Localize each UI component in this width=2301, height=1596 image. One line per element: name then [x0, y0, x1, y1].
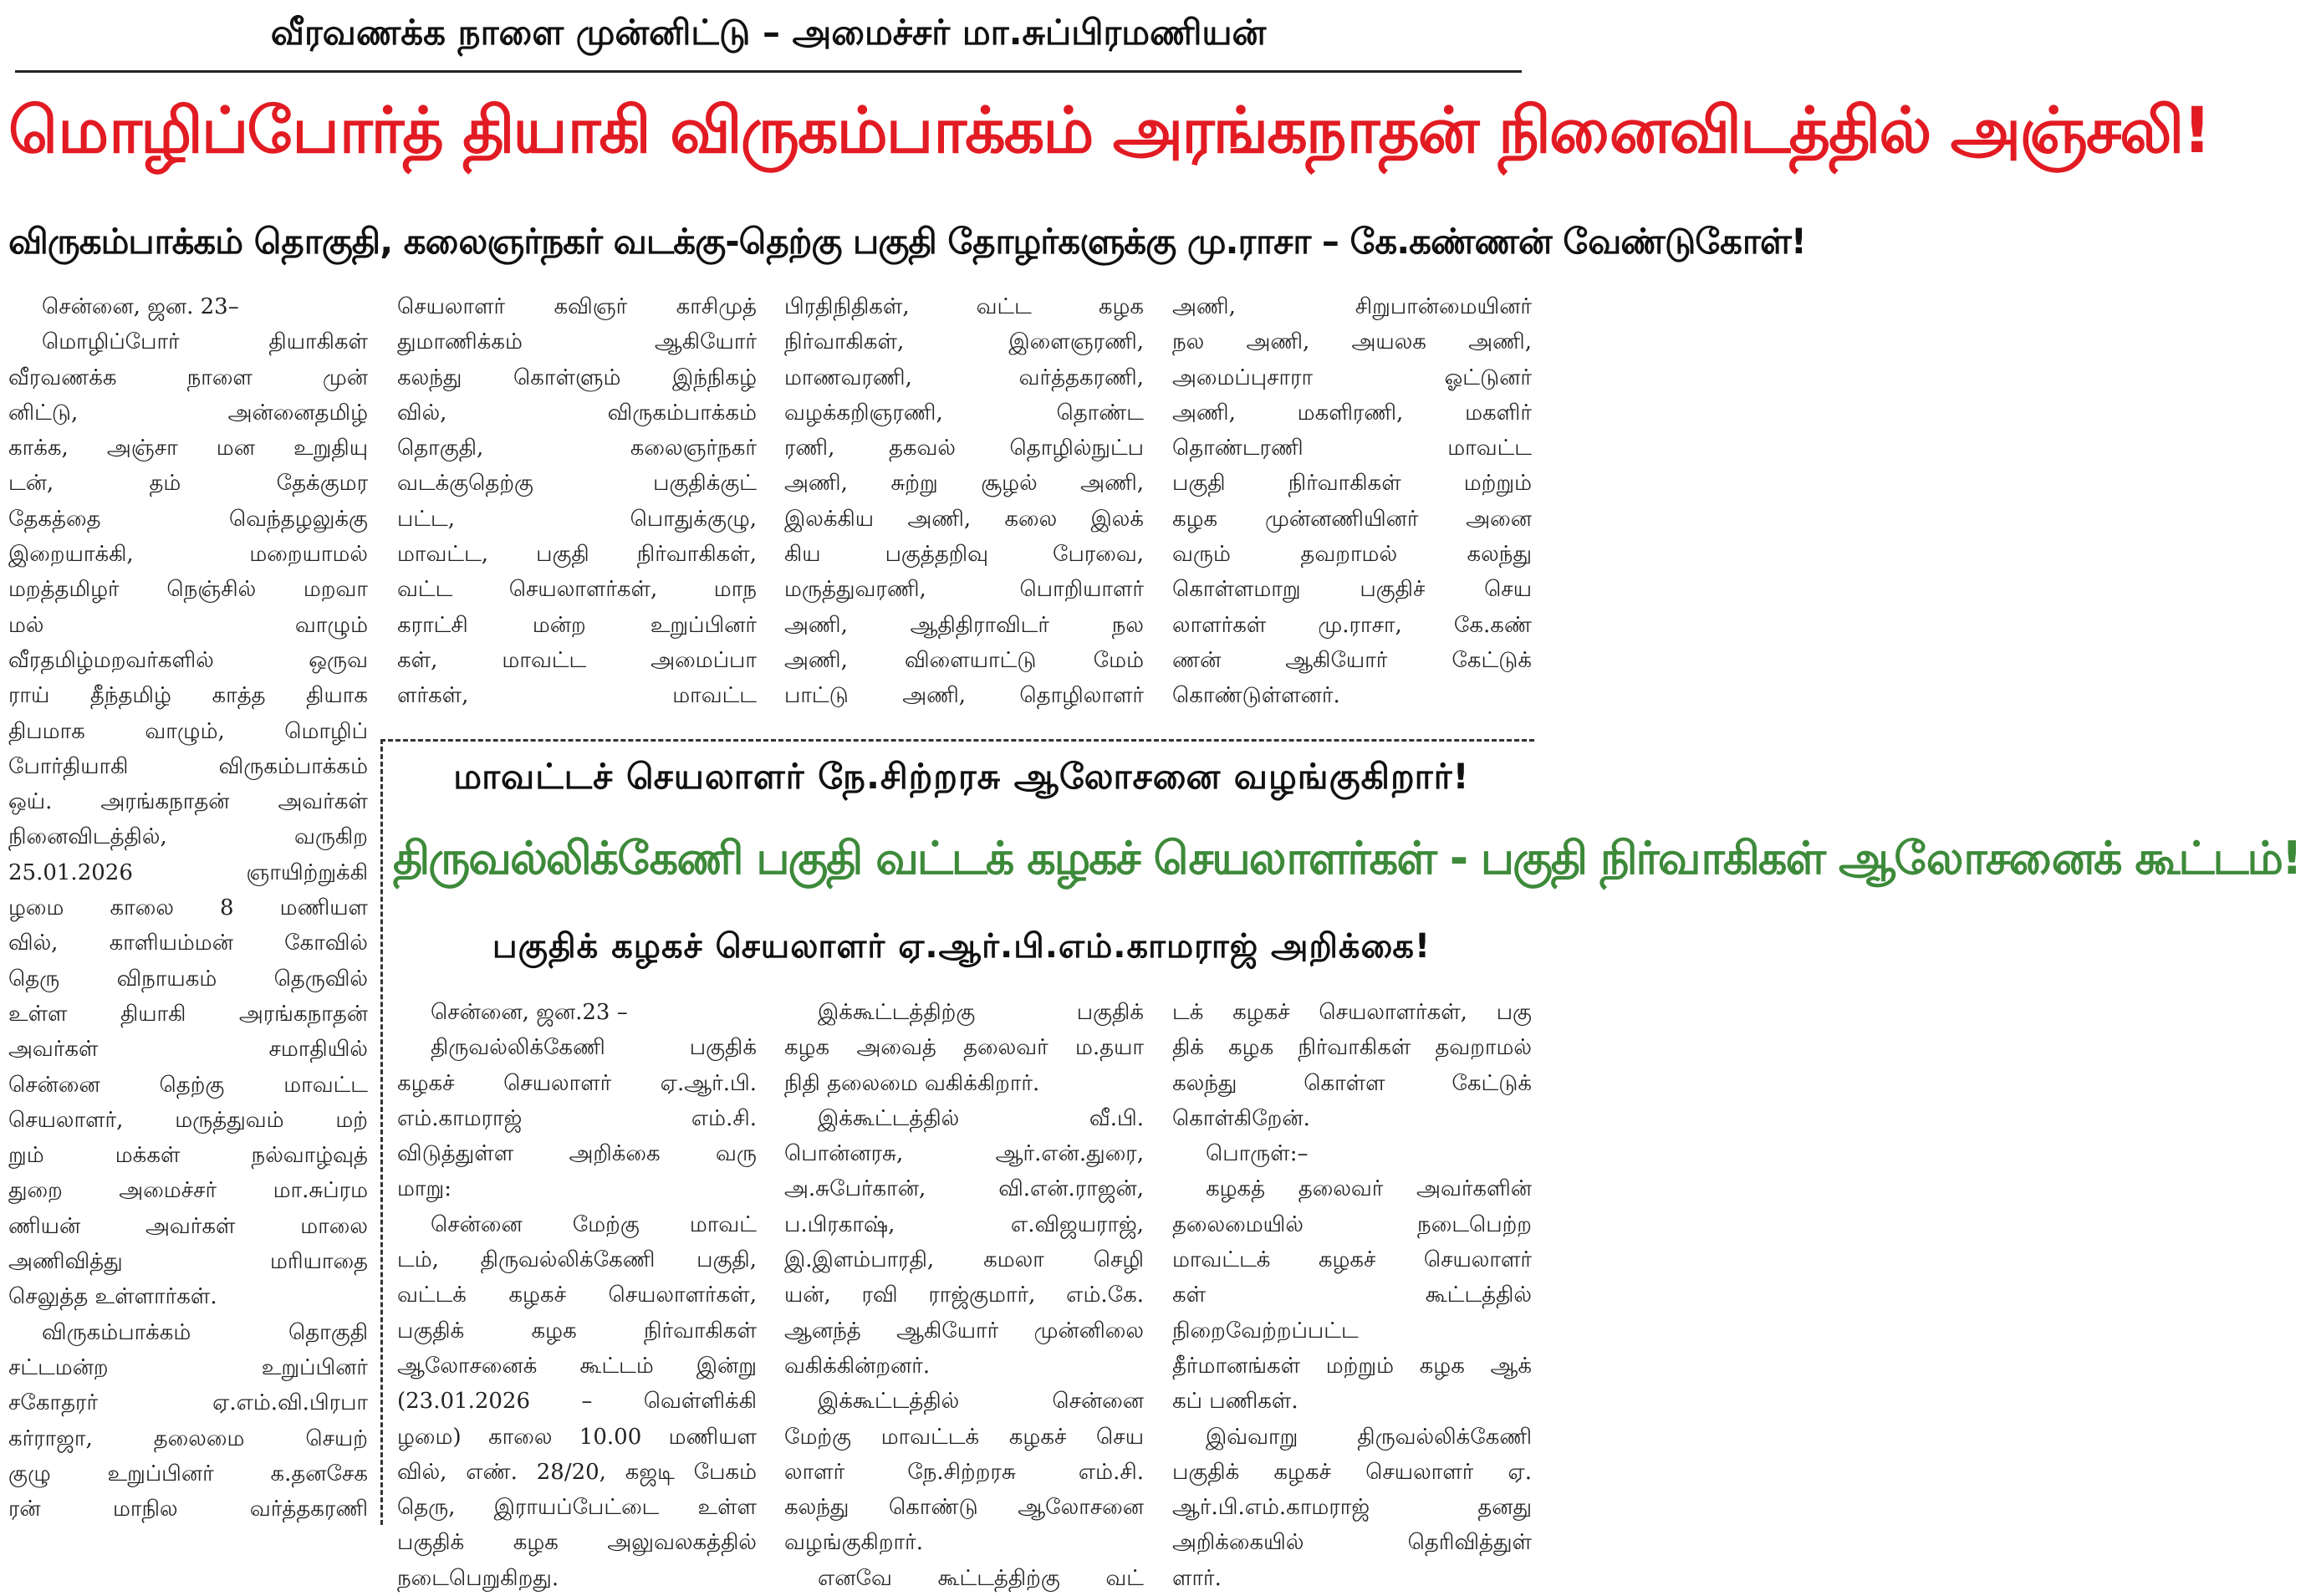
text-line: கழகச் செயலாளர் ஏ.ஆர்.பி.: [397, 1070, 757, 1096]
text-line: தேகத்தை வெந்தழலுக்கு: [8, 506, 368, 532]
text-line: அணி, விளையாட்டு மேம்: [784, 647, 1144, 673]
text-line: அணி, சிறுபான்மையினர்: [1172, 294, 1532, 319]
text-line: மருத்துவரணி, பொறியாளர்: [784, 577, 1144, 603]
text-line: ப.பிரகாஷ், எ.விஜயராஜ்,: [784, 1211, 1144, 1237]
text-line: கப் பணிகள்.: [1172, 1389, 1298, 1415]
text-line: வீரவணக்க நாளை முன்: [8, 365, 368, 390]
text-line: அவர்கள் சமாதியில்: [8, 1037, 368, 1063]
text-line: லாளர்கள் மு.ராசா, கே.கண்: [1172, 612, 1532, 638]
box-heading-1: மாவட்டச் செயலாளர் நே.சிற்றரசு ஆலோசனை வழங்குகிறார்!: [453, 756, 1470, 797]
box-heading-3: பகுதிக் கழகச் செயலாளர் ஏ.ஆர்.பி.எம்.காமராஜ் அறிக்கை!: [492, 927, 1431, 966]
text-line: எனவே கூட்டத்திற்கு வட்: [818, 1565, 1144, 1591]
text-line: அறிக்கையில் தெரிவித்துள்: [1172, 1530, 1532, 1556]
article1-column-2: [397, 289, 757, 732]
text-line: செயலாளர் கவிஞர் காசிமுத்: [397, 294, 757, 319]
text-line: வரும் தவறாமல் கலந்து: [1172, 542, 1532, 568]
text-line: இக்கூட்டத்தில் சென்னை: [818, 1389, 1144, 1415]
text-line: தெரு, இராயப்பேட்டை உள்ள: [397, 1495, 757, 1521]
text-line: பொருள்:–: [1206, 1141, 1309, 1167]
text-line: பகுதிக் கழக நிர்வாகிகள்: [397, 1318, 757, 1344]
text-line: சென்னை, ஜன. 23–: [42, 294, 239, 319]
text-line: வட்டக் கழகச் செயலாளர்கள்,: [397, 1282, 757, 1308]
text-line: பட்ட, பொதுக்குழு,: [397, 506, 757, 532]
text-line: ளார்.: [1172, 1565, 1222, 1591]
article1-column-3: [784, 289, 1144, 732]
text-line: கழக முன்னணியினர் அனை: [1172, 506, 1532, 532]
text-line: வில், காளியம்மன் கோவில்: [8, 931, 368, 956]
text-line: ழமை காலை 8 மணியள: [8, 895, 368, 921]
text-line: ரன் மாநில வர்த்தகரணி: [8, 1497, 368, 1522]
text-line: நடைபெறுகிறது.: [397, 1565, 559, 1591]
text-line: யன், ரவி ராஜ்குமார், எம்.கே.: [784, 1282, 1144, 1308]
text-line: சகோதரர் ஏ.எம்.வி.பிரபா: [8, 1390, 368, 1416]
text-line: டம், திருவல்லிக்கேணி பகுதி,: [397, 1247, 757, 1273]
text-line: குழு உறுப்பினர் க.தனசேக: [8, 1461, 368, 1486]
text-line: ஆலோசனைக் கூட்டம் இன்று: [397, 1353, 757, 1379]
text-line: கலந்து கொண்டு ஆலோசனை: [784, 1495, 1144, 1521]
text-line: ராய் தீந்தமிழ் காத்த தியாக: [8, 683, 368, 709]
text-line: அணி, ஆதிதிராவிடர் நல: [784, 612, 1144, 638]
text-line: ழமை) காலை 10.00 மணியள: [397, 1424, 757, 1450]
box-column-2: [784, 995, 1144, 1591]
text-line: நிர்வாகிகள், இளைஞரணி,: [784, 329, 1144, 355]
text-line: அ.சுபேர்கான், வி.என்.ராஜன்,: [784, 1176, 1144, 1202]
text-line: பகுதி நிர்வாகிகள் மற்றும்: [1172, 471, 1532, 497]
text-line: துமாணிக்கம் ஆகியோர்: [397, 329, 757, 355]
text-line: ணியன் அவர்கள் மாலை: [8, 1213, 368, 1239]
text-line: கிய பகுத்தறிவு பேரவை,: [784, 542, 1144, 568]
text-line: இ.இளம்பாரதி, கமலா செழி: [784, 1247, 1144, 1273]
box-column-1: [397, 995, 757, 1591]
text-line: னிட்டு, அன்னைதமிழ்: [8, 400, 368, 426]
text-line: அணி, சுற்று சூழல் அணி,: [784, 471, 1144, 497]
text-line: ஆர்.பி.எம்.காமராஜ் தனது: [1172, 1495, 1532, 1521]
text-line: திருவல்லிக்கேணி பகுதிக்: [431, 1035, 757, 1061]
text-line: மாறு:: [397, 1176, 452, 1202]
text-line: பொன்னரசு, ஆர்.என்.துரை,: [784, 1141, 1144, 1167]
text-line: இவ்வாறு திருவல்லிக்கேணி: [1206, 1424, 1532, 1450]
text-line: மேற்கு மாவட்டக் கழகச் செய: [784, 1424, 1144, 1450]
text-line: பிரதிநிதிகள், வட்ட கழக: [784, 294, 1144, 319]
text-line: லாளர் நே.சிற்றரசு எம்.சி.: [784, 1459, 1144, 1485]
text-line: தலைமையில் நடைபெற்ற: [1172, 1211, 1532, 1237]
text-line: இக்கூட்டத்தில் வீ.பி.: [818, 1105, 1144, 1131]
text-line: (23.01.2026 – வெள்ளிக்கி: [397, 1389, 757, 1415]
text-line: ஒய். அரங்கநாதன் அவர்கள்: [8, 789, 368, 815]
text-line: தெரு விநாயகம் தெருவில்: [8, 966, 368, 992]
text-line: தொகுதி, கலைஞர்நகர்: [397, 436, 757, 461]
text-line: ணன் ஆகியோர் கேட்டுக்: [1172, 647, 1532, 673]
text-line: நிறைவேற்றப்பட்ட: [1172, 1318, 1359, 1344]
text-line: வகிக்கின்றனர்.: [784, 1353, 931, 1379]
text-line: அணிவித்து மரியாதை: [8, 1249, 368, 1275]
text-line: இக்கூட்டத்திற்கு பகுதிக்: [818, 1000, 1144, 1025]
text-line: அமைப்புசாரா ஓட்டுனர்: [1172, 365, 1532, 390]
text-line: சென்னை, ஜன.23 –: [431, 1000, 628, 1025]
text-line: மறத்தமிழர் நெஞ்சில் மறவா: [8, 577, 368, 603]
text-line: பகுதிக் கழக அலுவலகத்தில்: [397, 1530, 757, 1556]
text-line: நினைவிடத்தில், வருகிற: [8, 824, 368, 850]
text-line: விருகம்பாக்கம் தொகுதி: [42, 1319, 368, 1345]
text-line: கலந்து கொள்ள கேட்டுக்: [1172, 1070, 1532, 1096]
text-line: இலக்கிய அணி, கலை இலக்: [784, 506, 1144, 532]
strapline: வீரவணக்க நாளை முன்னிட்டு – அமைச்சர் மா.சுப்பிரமணியன்: [270, 12, 1267, 53]
text-line: ஆனந்த் ஆகியோர் முன்னிலை: [784, 1318, 1144, 1344]
text-line: டன், தம் தேக்குமர: [8, 471, 368, 497]
text-line: டக் கழகச் செயலாளர்கள், பகு: [1172, 1000, 1532, 1025]
text-line: பாட்டு அணி, தொழிலாளர்: [784, 683, 1144, 709]
box-heading-2: திருவல்லிக்கேணி பகுதி வட்டக் கழகச் செயலாளர்கள் - பகுதி நிர்வாகிகள் ஆலோசனைக் கூட்டம்!: [393, 832, 2301, 885]
text-line: வில், விருகம்பாக்கம்: [397, 400, 757, 426]
text-line: பகுதிக் கழகச் செயலாளர் ஏ.: [1172, 1459, 1532, 1485]
text-line: கொண்டுள்ளனர்.: [1172, 683, 1340, 709]
text-line: கர்ராஜா, தலைமை செயற்: [8, 1425, 368, 1451]
text-line: வடக்குதெற்கு பகுதிக்குட்: [397, 471, 757, 497]
text-line: இறையாக்கி, மறையாமல்: [8, 542, 368, 568]
text-line: தீர்மானங்கள் மற்றும் கழக ஆக்: [1172, 1353, 1532, 1379]
text-line: கொள்ளமாறு பகுதிச் செய: [1172, 577, 1532, 603]
text-line: மொழிப்போர் தியாகிகள்: [42, 329, 368, 355]
text-line: கழகத் தலைவர் அவர்களின்: [1206, 1176, 1532, 1202]
text-line: ரணி, தகவல் தொழில்நுட்ப: [784, 436, 1144, 461]
text-line: மாவட்ட, பகுதி நிர்வாகிகள்,: [397, 542, 757, 568]
text-line: சென்னை மேற்கு மாவட்: [431, 1211, 757, 1237]
text-line: தொண்டரணி மாவட்ட: [1172, 436, 1532, 461]
text-line: காக்க, அஞ்சா மன உறுதியு: [8, 436, 368, 461]
text-line: றும் மக்கள் நல்வாழ்வுத்: [8, 1143, 368, 1169]
box-border-left: [380, 739, 383, 1525]
box-column-3: [1172, 995, 1532, 1591]
text-line: கராட்சி மன்ற உறுப்பினர்: [397, 612, 757, 638]
text-line: செயலாளர், மருத்துவம் மற்: [8, 1107, 368, 1133]
subheadline: விருகம்பாக்கம் தொகுதி, கலைஞர்நகர் வடக்கு-தெற்கு பகுதி தோழர்களுக்கு மு.ராசா – கே.கண்ணன் வேண்டுகோள்!: [8, 221, 1806, 262]
text-line: நல அணி, அயலக அணி,: [1172, 329, 1532, 355]
main-headline: மொழிப்போர்த் தியாகி விருகம்பாக்கம் அரங்கநாதன் நினைவிடத்தில் அஞ்சலி!: [8, 93, 2211, 167]
text-line: மல் வாழும்: [8, 612, 368, 638]
text-line: மாணவரணி, வர்த்தகரணி,: [784, 365, 1144, 390]
text-line: 25.01.2026 ஞாயிற்றுக்கி: [8, 859, 368, 885]
text-line: சட்டமன்ற உறுப்பினர்: [8, 1354, 368, 1380]
text-line: நிதி தலைமை வகிக்கிறார்.: [784, 1070, 1040, 1096]
text-line: மாவட்டக் கழகச் செயலாளர்: [1172, 1247, 1532, 1273]
text-line: வழக்கறிஞரணி, தொண்ட: [784, 400, 1144, 426]
text-line: கள் கூட்டத்தில்: [1172, 1282, 1532, 1308]
text-line: வழங்குகிறார்.: [784, 1530, 923, 1556]
text-line: கழக அவைத் தலைவர் ம.தயா: [784, 1035, 1144, 1061]
text-line: கொள்கிறேன்.: [1172, 1105, 1310, 1131]
strapline-rule: [15, 70, 1522, 73]
text-line: துறை அமைச்சர் மா.சுப்ரம: [8, 1178, 368, 1204]
article1-column-1: [8, 289, 368, 1533]
text-line: வில், எண். 28/20, கஜடி பேகம்: [397, 1459, 757, 1485]
text-line: எம்.காமராஜ் எம்.சி.: [397, 1105, 757, 1131]
text-line: திக் கழக நிர்வாகிகள் தவறாமல்: [1172, 1035, 1532, 1061]
text-line: ளர்கள், மாவட்ட: [397, 683, 757, 709]
box-border-top: [380, 739, 1534, 742]
text-line: உள்ள தியாகி அரங்கநாதன்: [8, 1001, 368, 1027]
text-line: வட்ட செயலாளர்கள், மாந: [397, 577, 757, 603]
article1-column-4: [1172, 289, 1532, 732]
text-line: கள், மாவட்ட அமைப்பா: [397, 647, 757, 673]
text-line: திபமாக வாழும், மொழிப்: [8, 718, 368, 744]
text-line: செலுத்த உள்ளார்கள்.: [8, 1284, 217, 1310]
text-line: வீரதமிழ்மறவர்களில் ஒருவ: [8, 647, 368, 673]
text-line: போர்தியாகி விருகம்பாக்கம்: [8, 753, 368, 779]
text-line: அணி, மகளிரணி, மகளிர்: [1172, 400, 1532, 426]
text-line: சென்னை தெற்கு மாவட்ட: [8, 1072, 368, 1098]
text-line: விடுத்துள்ள அறிக்கை வரு: [397, 1141, 757, 1167]
text-line: கலந்து கொள்ளும் இந்நிகழ்: [397, 365, 757, 390]
